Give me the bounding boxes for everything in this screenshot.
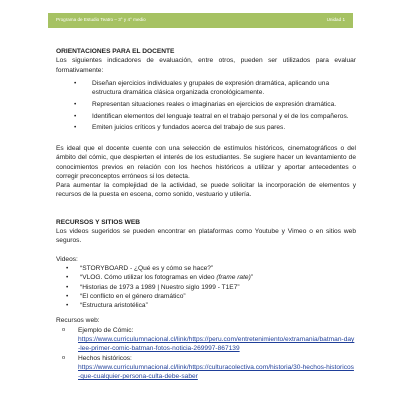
teacher-guidance-paragraph: Es ideal que el docente cuente con una selección de estímulos históricos, cinematográficos o del ámbito del cómic, que despierten el interés de los estudiantes. Se sugiere hacer un levantamiento de conocimientos previos en relación con los hechos históricos a utilizar y aportar antecedentes o corregir preconceptos erróneos si los detecta. (56, 144, 356, 180)
section-heading-orientaciones: ORIENTACIONES PARA EL DOCENTE (56, 48, 175, 55)
historical-facts-link[interactable]: https://www.curriculumnacional.cl/link/https://culturacolectiva.com/historia/30-hechos-historicos-que-cualquier-persona-culta-debe-saber (78, 363, 354, 381)
videos-label: Videos: (56, 255, 78, 263)
list-item: • Representan situaciones reales o imaginarias en ejercicios de expresión dramática. (74, 100, 356, 109)
section-heading-recursos: RECURSOS Y SITIOS WEB (56, 218, 141, 226)
list-item: • “VLOG. Cómo utilizar los fotogramas en video (frame rate)” (66, 273, 356, 282)
list-item: • “Historias de 1973 a 1989 | Nuestro siglo 1999 - T1E7” (66, 283, 356, 292)
complexity-paragraph: Para aumentar la complejidad de la actividad, se puede solicitar la incorporación de elementos y recursos de la puesta en escena, como sonido, vestuario y utilería. (56, 182, 356, 199)
videos-list (56, 264, 356, 310)
comic-example-link[interactable]: https://www.curriculumnacional.cl/link/https://peru.com/entretenimiento/extramania/batman-day-lee-primer-comic-batman-fotos-noticia-269997-867139 (78, 335, 355, 353)
resources-intro: Los videos sugeridos se pueden encontrar en plataformas como Youtube y Vimeo o en sitios web seguros. (56, 228, 356, 245)
evaluation-intro: Los siguientes indicadores de evaluación, entre otros, pueden ser utilizados para evaluar formativamente: (56, 57, 356, 74)
header-unit-label: Unidad 1 (326, 17, 345, 22)
list-item: • “El conflicto en el género dramático” (66, 292, 356, 301)
list-item: o Hechos históricos: https://www.curriculumnacional.cl/link/https://culturacolectiva.com/historia/30-hechos-historicos-que-cualquier-persona-culta-debe-saber (62, 354, 356, 382)
evaluation-indicators-list (56, 79, 356, 133)
list-item: • Identifican elementos del lenguaje teatral en el trabajo personal y el de los compañeros. (74, 112, 356, 121)
header-bar (48, 13, 353, 28)
web-resources-list (56, 326, 356, 382)
list-item: • “Estructura aristotélica” (66, 301, 356, 310)
web-resources-label: Recursos web: (56, 317, 100, 325)
list-item: • Emiten juicios críticos y fundados acerca del trabajo de sus pares. (74, 123, 356, 132)
list-item: • Diseñan ejercicios individuales y grupales de expresión dramática, aplicando una estructura dramática clásica organizada cronológicamente. (74, 79, 356, 98)
list-item: • “STORYBOARD - ¿Qué es y cómo se hace?” (66, 264, 356, 273)
document-body (56, 47, 356, 381)
header-program-title: Programa de Estudio Teatro – 3° y 4° medio (56, 17, 146, 22)
list-item: o Ejemplo de Cómic: https://www.curriculumnacional.cl/link/https://peru.com/entretenimiento/extramania/batman-day-lee-primer-comic-batman-fotos-noticia-269997-867139 (62, 326, 356, 354)
